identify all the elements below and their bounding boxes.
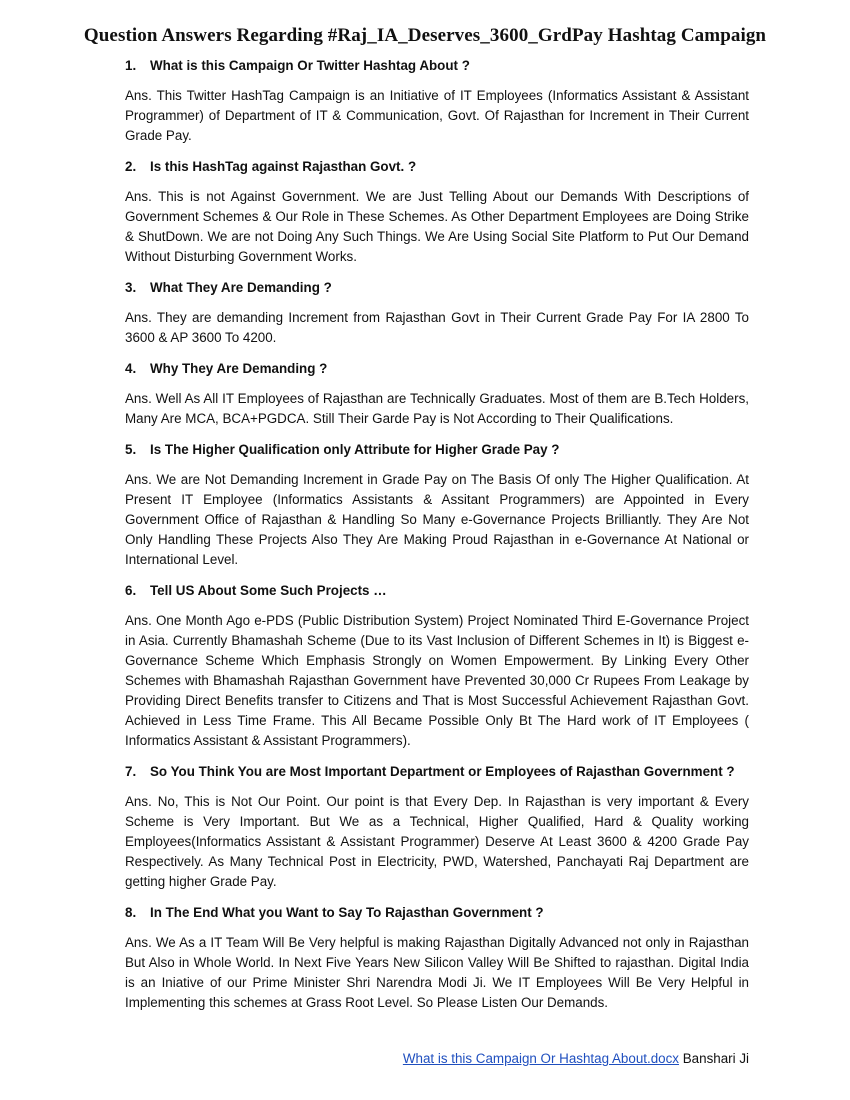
question xyxy=(125,581,749,601)
question-number: 7. xyxy=(125,764,137,779)
qa-item xyxy=(125,157,749,267)
answer-text: Ans. One Month Ago e-PDS (Public Distribution System) Project Nominated Third E-Governance Project in Asia. Currently Bhamashah Scheme (Due to its Vast Inclusion of Different Schemes in It) is Biggest e-Governance Scheme Which Emphasis Strongly on Women Empowerment. By Linking Every Other Schemes with Bhamashah Rajasthan Government have Prevented 30,000 Cr Rupees From Leakage by Providing Direct Benefits transfer to Citizens and That is Most Successful Achievement Rajasthan Govt. Achieved in Less Time Frame. This All Became Possible Only Bt The Hard work of IT Employees ( Informatics Assistant & Assistant Programmers). xyxy=(125,613,749,748)
question xyxy=(125,359,749,379)
question xyxy=(125,157,749,177)
document-file-link[interactable]: What is this Campaign Or Hashtag About.docx xyxy=(402,1051,680,1066)
question-text: Is this HashTag against Rajasthan Govt. ? xyxy=(150,159,417,174)
qa-item xyxy=(125,278,749,348)
question-number: 4. xyxy=(125,361,137,376)
question-number: 1. xyxy=(125,58,137,73)
answer-text: Ans. This is not Against Government. We are Just Telling About our Demands With Descriptions of Government Schemes & Our Role in These Schemes. As Other Department Employees are Doing Strike & ShutDown. We are not Doing Any Such Things. We Are Using Social Site Platform to Put Our Demand Without Disturbing Government Works. xyxy=(125,189,749,264)
question-text: What They Are Demanding ? xyxy=(150,280,332,295)
question-text: So You Think You are Most Important Department or Employees of Rajasthan Government ? xyxy=(150,764,735,779)
qa-list xyxy=(125,56,749,1024)
document-title: Question Answers Regarding #Raj_IA_Deserves_3600_GrdPay Hashtag Campaign xyxy=(83,25,767,46)
question-number: 6. xyxy=(125,583,137,598)
qa-item xyxy=(125,762,749,892)
question-text: In The End What you Want to Say To Rajasthan Government ? xyxy=(150,905,544,920)
question xyxy=(125,56,749,76)
question-text: Why They Are Demanding ? xyxy=(150,361,328,376)
answer-text: Ans. Well As All IT Employees of Rajasthan are Technically Graduates. Most of them are B.Tech Holders, Many Are MCA, BCA+PGDCA. Still Their Garde Pay is Not According to Their Qualifications. xyxy=(125,391,749,426)
answer-text: Ans. We As a IT Team Will Be Very helpful is making Rajasthan Digitally Advanced not only in Rajasthan But Also in Whole World. In Next Five Years New Silicon Valley Will Be Shifted to rajasthan. Digital India is an Iniative of our Prime Minister Shri Narendra Modi Ji. We IT Employees Will Be Very Helpful in Implementing this schemes at Grass Root Level. So Please Listen Our Demands. xyxy=(125,935,749,1010)
qa-item xyxy=(125,903,749,1013)
question-text: What is this Campaign Or Twitter Hashtag About ? xyxy=(150,58,470,73)
question-text: Is The Higher Qualification only Attribute for Higher Grade Pay ? xyxy=(150,442,560,457)
question-number: 2. xyxy=(125,159,137,174)
qa-item xyxy=(125,56,749,146)
question xyxy=(125,440,749,460)
question xyxy=(125,903,749,923)
answer-text: Ans. We are Not Demanding Increment in Grade Pay on The Basis Of only The Higher Qualification. At Present IT Employee (Informatics Assistants & Assitant Programmers) are Appointed in Every Government Office of Rajasthan & Handling So Many e-Governance Projects Brilliantly. They Are Not Only Handling These Projects Also They Are Making Proud Rajasthan in e-Governance At National or International Level. xyxy=(125,472,749,567)
question xyxy=(125,762,749,782)
footer-author: Banshari Ji xyxy=(682,1051,749,1066)
answer-text: Ans. No, This is Not Our Point. Our point is that Every Dep. In Rajasthan is very important & Every Scheme is Very Important. But We as a Technical, Higher Qualified, Hard & Quality working Employees(Informatics Assistant & Assistant Programmer) Deserve At Least 3600 & 4200 Grade Pay Respectively. As Many Technical Post in Electricity, PWD, Watershed, Panchayati Raj Department are getting higher Grade Pay. xyxy=(125,794,749,889)
answer-text: Ans. They are demanding Increment from Rajasthan Govt in Their Current Grade Pay For IA 2800 To 3600 & AP 3600 To 4200. xyxy=(125,310,749,345)
page-footer xyxy=(403,1049,749,1069)
qa-item xyxy=(125,440,749,570)
question-number: 8. xyxy=(125,905,137,920)
question-number: 3. xyxy=(125,280,137,295)
question-number: 5. xyxy=(125,442,137,457)
answer-text: Ans. This Twitter HashTag Campaign is an Initiative of IT Employees (Informatics Assistant & Assistant Programmer) of Department of IT & Communication, Govt. Of Rajasthan for Increment in Their Current Grade Pay. xyxy=(125,88,749,143)
question xyxy=(125,278,749,298)
qa-item xyxy=(125,359,749,429)
qa-item xyxy=(125,581,749,751)
question-text: Tell US About Some Such Projects … xyxy=(150,583,387,598)
